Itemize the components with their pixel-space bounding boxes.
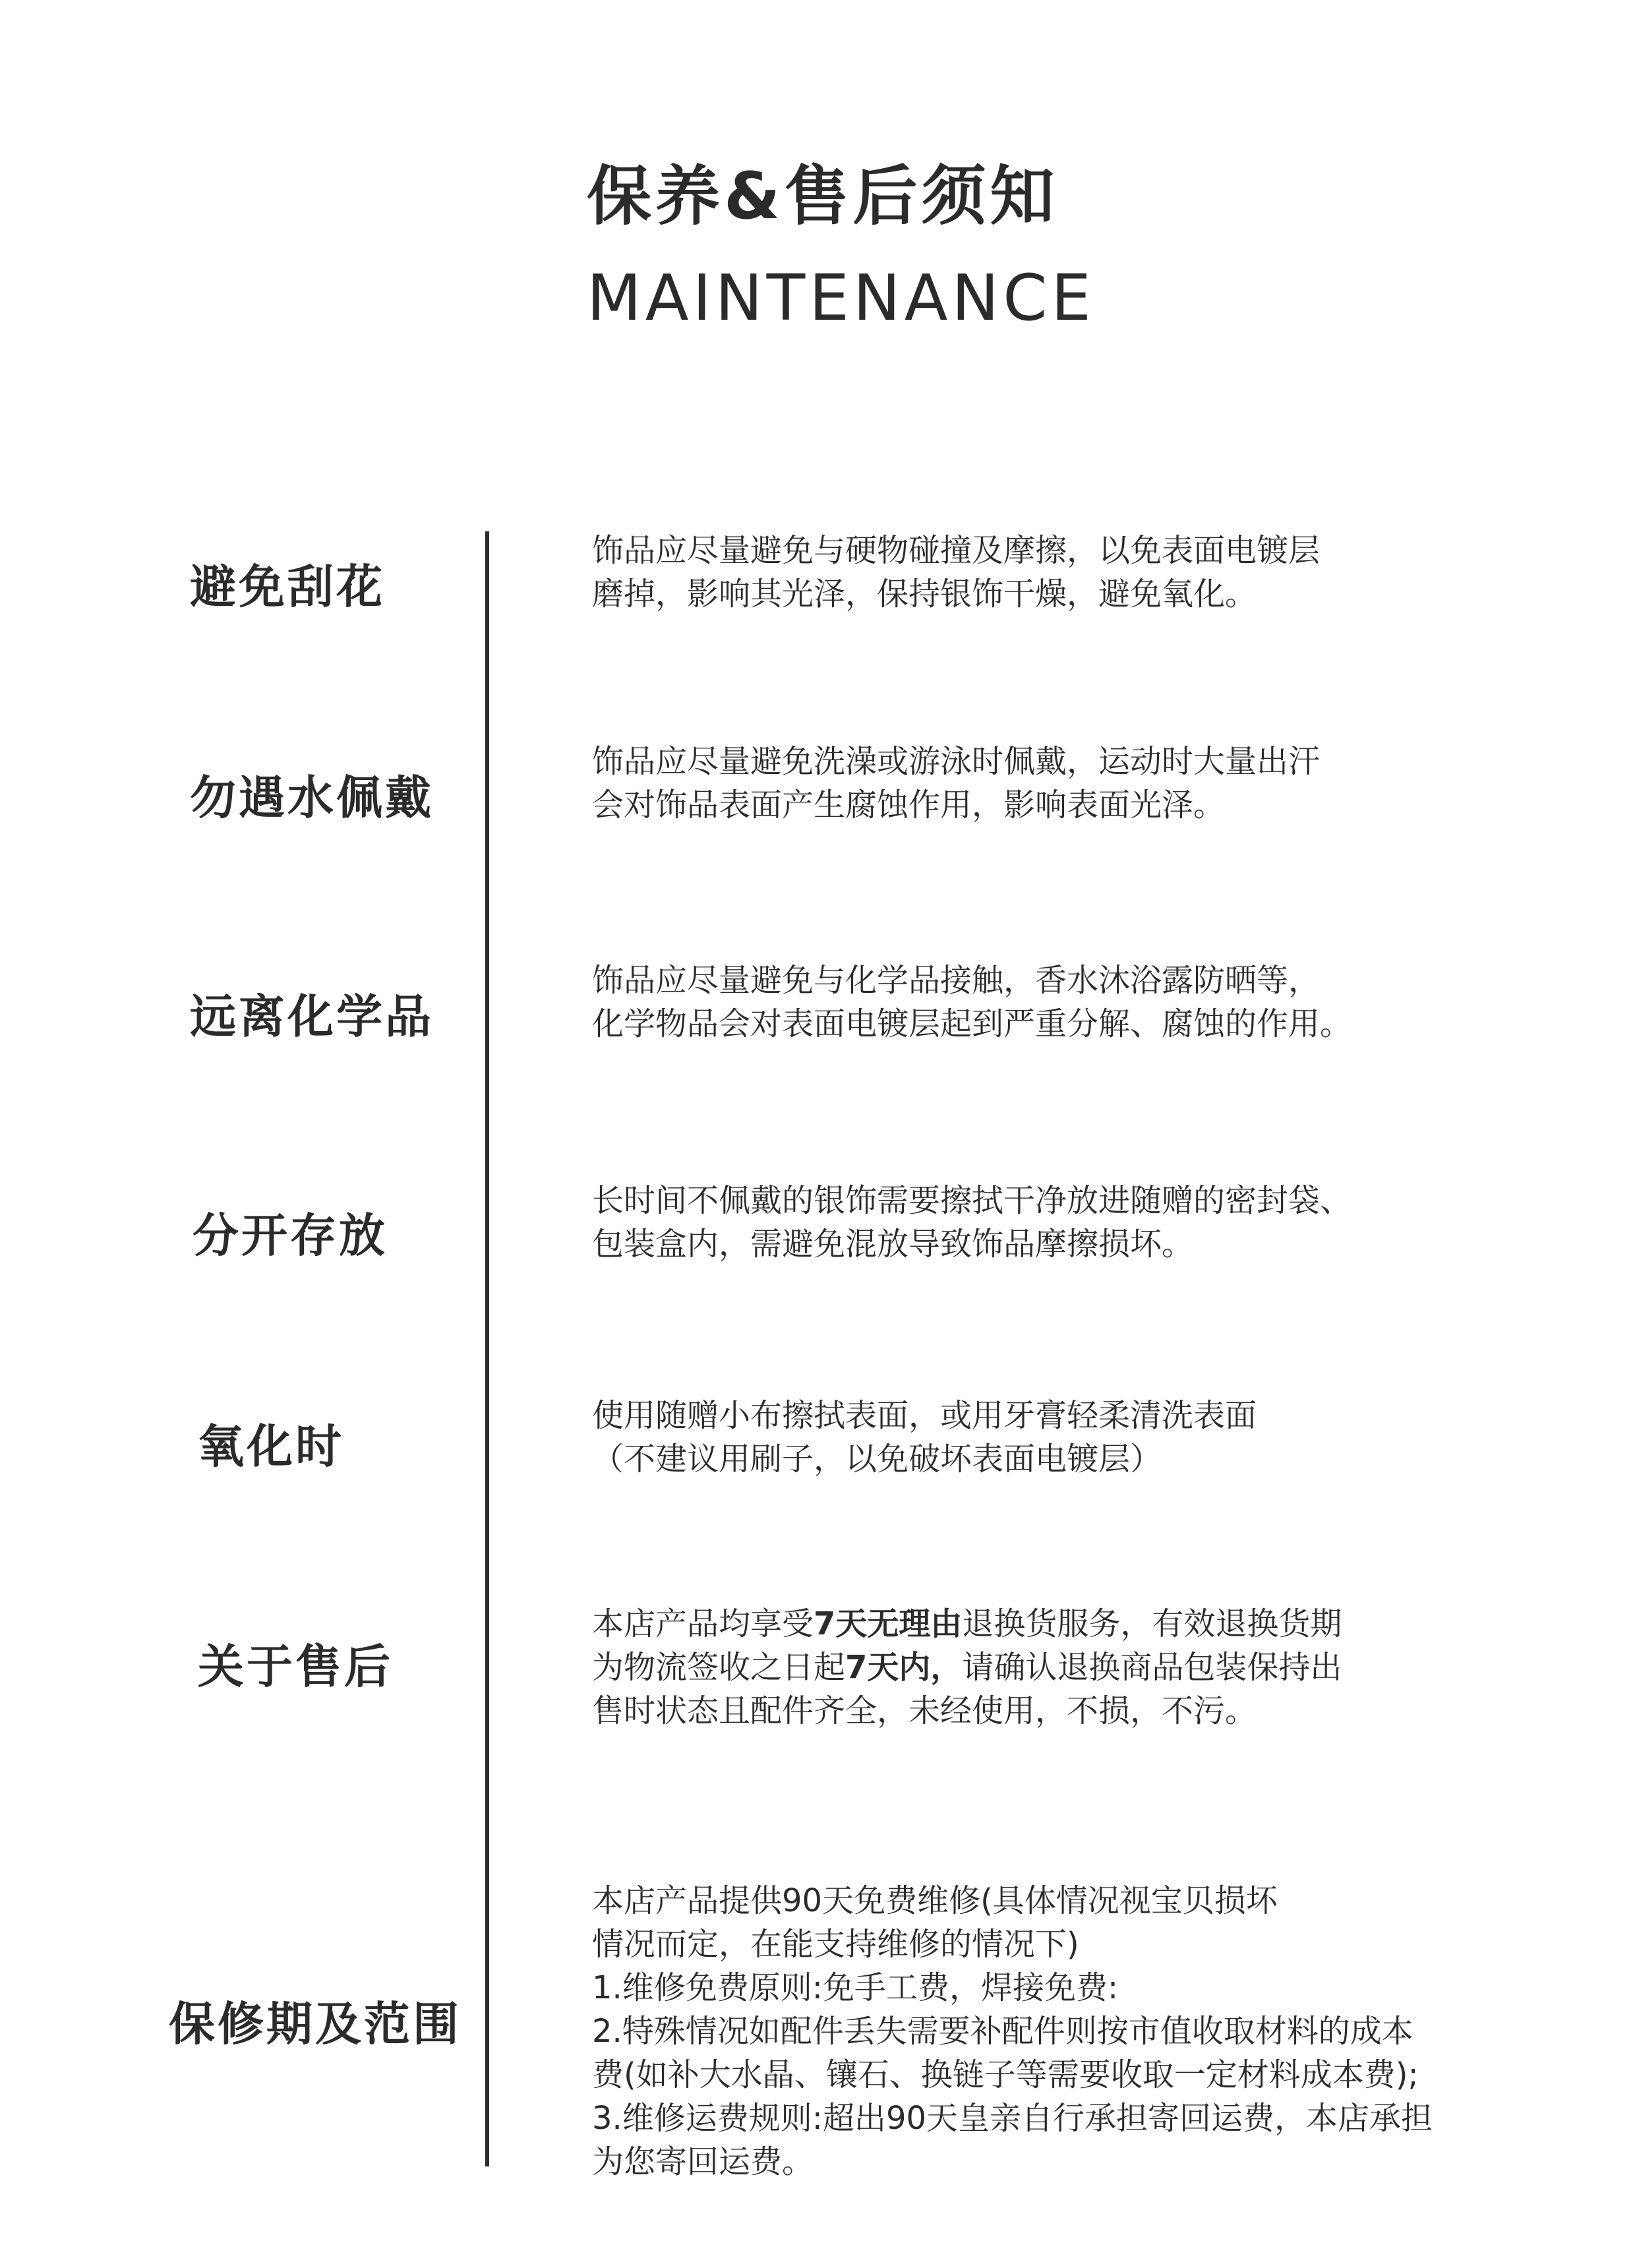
desc-line: 饰品应尽量避免洗澡或游泳时佩戴，运动时大量出汗 <box>592 743 1321 780</box>
desc-line: 饰品应尽量避免与化学品接触，香水沐浴露防晒等， <box>592 962 1321 999</box>
desc-line <box>592 1602 1342 1646</box>
desc-line: 本店产品提供90天免费维修(具体情况视宝贝损坏 <box>592 1882 1278 1919</box>
section-label-store-separately: 分开存放 <box>193 1209 388 1263</box>
section-desc-after-sales <box>592 1602 1342 1733</box>
desc-line: 2.特殊情况如配件丢失需要补配件则按市值收取材料的成本 <box>592 2013 1413 2050</box>
desc-text: 为物流签收之日起 <box>592 1649 846 1686</box>
section-desc-avoid-scratch <box>592 529 1320 616</box>
section-desc-oxidation <box>592 1394 1257 1481</box>
desc-line: 为您寄回运费。 <box>592 2143 814 2180</box>
desc-line: 费(如补大水晶、镶石、换链子等需要收取一定材料成本费); <box>592 2056 1419 2093</box>
desc-line <box>592 1646 1342 1689</box>
section-label-avoid-chemicals: 远离化学品 <box>190 990 434 1044</box>
section-label-avoid-scratch: 避免刮花 <box>190 560 385 614</box>
desc-line: 化学物品会对表面电镀层起到严重分解、腐蚀的作用。 <box>592 1005 1352 1042</box>
section-desc-warranty <box>592 1879 1433 2184</box>
desc-line: 饰品应尽量避免与硬物碰撞及摩擦，以免表面电镀层 <box>592 532 1321 569</box>
section-label-after-sales: 关于售后 <box>198 1640 393 1694</box>
section-label-oxidation: 氧化时 <box>198 1419 344 1474</box>
desc-line: 售时状态且配件齐全，未经使用，不损，不污。 <box>592 1692 1257 1729</box>
desc-text: 本店产品均享受 <box>592 1605 814 1642</box>
desc-text: 请确认退换商品包装保持出 <box>962 1649 1342 1686</box>
page-title: 保养&售后须知 <box>587 159 1059 234</box>
section-label-warranty: 保修期及范围 <box>169 1997 461 2051</box>
desc-line: 情况而定，在能支持维修的情况下) <box>592 1926 1079 1963</box>
section-label-avoid-water: 勿遇水佩戴 <box>190 771 434 825</box>
desc-line: 使用随赠小布擦拭表面，或用牙膏轻柔清洗表面 <box>592 1397 1257 1434</box>
page-subtitle: MAINTENANCE <box>587 261 1095 335</box>
desc-text: 退换货服务，有效退换货期 <box>962 1605 1342 1642</box>
desc-line: 磨掉，影响其光泽，保持银饰干燥，避免氧化。 <box>592 576 1257 612</box>
desc-highlight: 7天无理由 <box>814 1605 963 1642</box>
desc-line: （不建议用刷子，以免破坏表面电镀层） <box>592 1441 1162 1477</box>
desc-highlight: 7天内， <box>845 1649 963 1686</box>
desc-line: 长时间不佩戴的银饰需要擦拭干净放进随赠的密封袋、 <box>592 1182 1352 1219</box>
vertical-divider <box>485 531 489 2166</box>
desc-line: 会对饰品表面产生腐蚀作用，影响表面光泽。 <box>592 787 1226 823</box>
title-block <box>587 150 1095 338</box>
section-desc-store-separately <box>592 1179 1352 1266</box>
desc-line: 包装盒内，需避免混放导致饰品摩擦损坏。 <box>592 1226 1194 1263</box>
desc-line: 3.维修运费规则:超出90天皇亲自行承担寄回运费，本店承担 <box>592 2100 1433 2137</box>
section-desc-avoid-chemicals <box>592 959 1352 1046</box>
desc-line: 1.维修免费原则:免手工费，焊接免费: <box>592 1969 1119 2006</box>
section-desc-avoid-water <box>592 740 1320 827</box>
